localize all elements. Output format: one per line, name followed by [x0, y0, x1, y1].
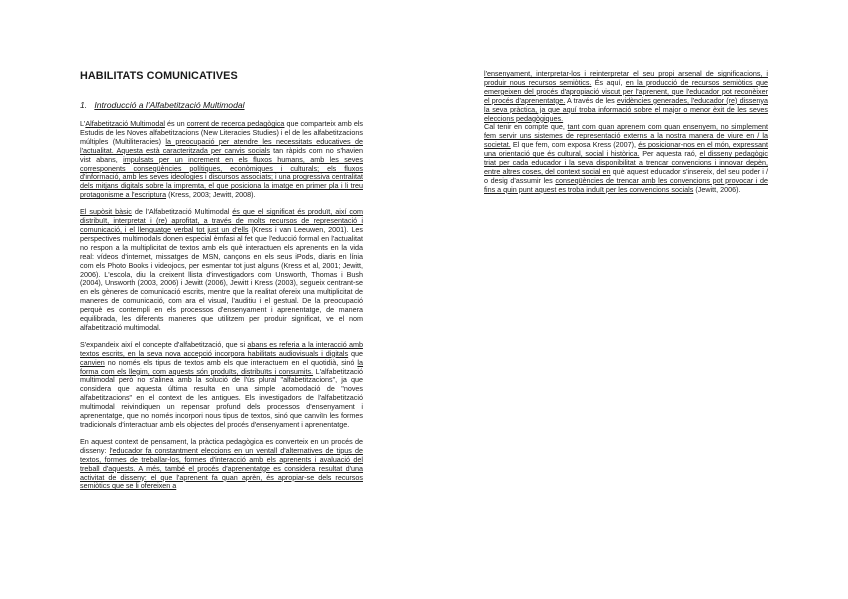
text-run: S'expandeix així el concepte d'alfabetització, que si — [80, 339, 248, 349]
paragraph — [80, 208, 363, 333]
underlined-text: impulsats per un increment en els fluxos humans, amb les seves corresponents conseqüències polítiques, econòmiques i culturals; els fluxos d'informació, amb les seves ideologies i discursos associats; i una progressiva centralitat dels mitjans digitals sobre la impremta, el que posiciona la imatge en primer pla i li treu protagonisme a l'escriptura — [80, 154, 363, 200]
text-run: de l'Alfabetització Multimodal — [131, 207, 233, 217]
text-run: que comparteix amb els Estudis de les Noves alfabetitzacions (New Literacies Studies) i el de les alfabetitzacions múltiples (Multiliteracies) — [80, 119, 364, 146]
paragraph — [484, 70, 768, 123]
text-run: (Kress, 2003; Jewitt, 2008). — [166, 190, 256, 200]
underlined-text: l'ensenyament, interpretar-los i reinterpretar el seu propi arsenal de significacions, i produir nous recursos semiòtics. — [484, 69, 768, 87]
underlined-text: corrent de recerca pedagògica — [186, 119, 285, 128]
underlined-text: El supòsit bàsic — [80, 207, 132, 217]
text-run: El que fem, com exposa Kress (2007), — [510, 140, 639, 150]
text-run: L' — [80, 119, 86, 128]
text-run: Cal tenir en compte que, — [484, 122, 568, 132]
section-heading — [80, 100, 363, 110]
section-title: Introducció a l'Alfabetització Multimodal — [94, 100, 245, 110]
paragraph — [484, 123, 768, 194]
text-run: És aquí, — [591, 77, 626, 87]
underlined-text: canvien — [80, 357, 105, 367]
right-body — [484, 70, 768, 195]
paragraph — [80, 341, 363, 430]
text-run: L'alfabetització multimodal però no s'alinea amb la solució de l'ús plural "alfabetitzacions", ja que considera que aquesta última resulta en una simple acomodació de "noves alfabetitzacions" en el context de les antigues. Els investigadors de l'alfabetització multimodal reivindiquen un repensar profund dels processos d'ensenyament i aprenentatge, que no només incorpori nous tipus de textos, sinó que canviïn les formes tradicionals d'interactuar amb els objectes del procés d'ensenyament i aprenentatge. — [80, 366, 363, 429]
underlined-text: és que el significat és produït, així com distribuït, interpretat i (re) aprofitat, a través de molts recursos de representació i comunicació, i el llenguatge verbal tot just un d'ells — [80, 207, 364, 234]
underlined-text: la forma com els llegim, com aquests són produïts, distribuïts i consumits. — [80, 357, 363, 376]
underlined-text: el disseny pedagògic triat per cada educador i la seva disponibilitat a trencar convencions i innovar depèn, entre altres coses, del context social en — [484, 149, 768, 176]
text-run: (Kress i van Leeuwen, 2001). Les perspectives multimodals donen especial èmfasi al fet que l'educció formal en l'actualitat no respon a la multiplicitat de textos amb els què interactuen els aprenents en la vida real: vídeos d'internet, missatges de MSN, cançons en els seus iPods, diaris en línia com els Photo Books i videojocs, per esmentar tot just alguns (Kress et al, 2001; Jewitt, 2006). L'escola, diu la creixent llista d'investigadors com Unsworth, Thomas i Bush (2004), Unsworth (2003, 2006) i Jewitt (2006), Jewitt i Kress (2003), segueix centrant-se en els gèneres de comunicació escrits, mentre que la realitat ofereix una multiplicitat de maneres de comunicació, com ara el visual, l'auditiu i el gestual. De la preocupació perquè es contempli en els processos d'ensenyament i aprenentatge, de manera equilibrada, les diferents maneres que utilitzem per produir significat, ve el nom alfabetització multimodal. — [80, 224, 363, 332]
text-run: En aquest context de pensament, la pràctica pedagògica es converteix en un procés de disseny: — [80, 436, 363, 455]
text-run: A través de les — [565, 95, 617, 105]
underlined-text: l'educador fa constantment eleccions en un ventall d'alternatives de tipus de textos, formes de treballar-los, formes d'interacció amb els aprenents i avaluació del treball d'aquests. — [80, 445, 363, 473]
underlined-text: abans es referia a la interacció amb textos escrits, en la seva nova accepció incorpora habilitats audiovisuals i digitals — [80, 339, 363, 358]
underlined-text: Alfabetització Multimodal — [85, 119, 165, 128]
text-run: (Jewitt, 2006). — [693, 184, 741, 194]
underlined-text: en la producció de recursos semiòtics que emergeixen del procés d'apropiació viscut per l'aprenent, que l'educador pot reconèixer el procés d'aprenentatge. — [484, 77, 768, 105]
underlined-text: la preocupació per atendre les necessitats educatives de l'actualitat. Aquesta està caracteritzada per canvis socials — [80, 136, 363, 155]
text-run: és un — [164, 119, 187, 128]
text-run: que — [348, 348, 363, 358]
text-run: tan ràpids com no s'havien vist abans, — [80, 145, 363, 164]
text-run: no només els tipus de textos amb els que interactuem en el quotidià, sinó — [104, 357, 358, 367]
paragraph — [80, 438, 363, 491]
right-column — [484, 70, 768, 195]
paragraph — [80, 120, 363, 200]
underlined-text: conseqüències de trencar amb les convencions pot provocar i de fins a quin punt aquest es troba induït per les convencions socials — [484, 175, 768, 194]
left-body — [80, 120, 363, 491]
underlined-text: tant com quan aprenem com quan ensenyem, no simplement fem servir uns sistemes de representació externs a la nostra manera de viure en / la societat. — [484, 122, 768, 150]
underlined-text: A més, també el procés d'aprenentatge es considera resultat d'una activitat de disseny: el que l'aprenent fa quan aprèn, és apropiar-se dels recursos semiòtics que se li ofereixen a — [80, 463, 363, 491]
underlined-text: és posicionar-nos en el món, expressant una orientació que és cultural, social i històrica. — [484, 140, 768, 159]
page-title: HABILITATS COMUNICATIVES — [80, 70, 238, 82]
left-column — [80, 70, 363, 499]
underlined-text: evidències generades, l'educador (re) dissenya la seva pràctica, ja que aquí troba informació sobre el major o menor èxit de les seves eleccions pedagògiques. — [484, 95, 768, 123]
text-run: Per aquesta raó, — [639, 149, 700, 159]
text-run: què aquest educador s'insereix, del seu poder i / o desig d'assumir les — [484, 166, 768, 185]
section-number: 1. — [80, 100, 88, 110]
